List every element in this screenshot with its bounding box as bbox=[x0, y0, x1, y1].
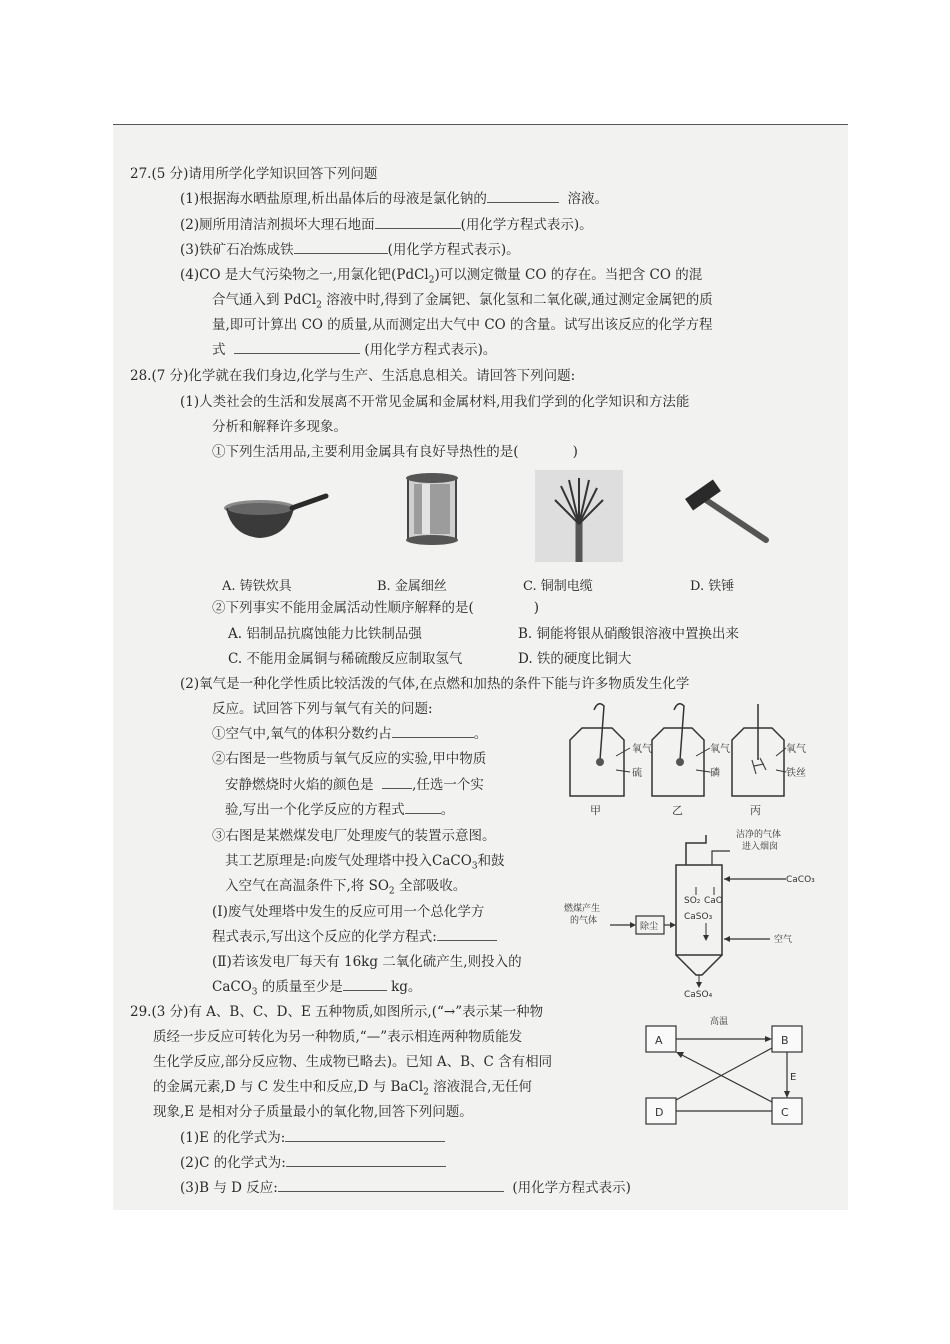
q28-blank-mass[interactable] bbox=[343, 978, 387, 991]
flask-yi bbox=[652, 704, 730, 817]
spool-shine bbox=[422, 484, 430, 534]
q28-t3-line2: 其工艺原理是:向废气处理塔中投入CaCO$_3$和鼓 bbox=[225, 853, 505, 872]
chimney-pipe bbox=[686, 835, 706, 865]
q28-sub2-option-b[interactable]: B. 铜能将银从硝酸银溶液中置换出来 bbox=[518, 626, 740, 642]
deflagrating-spoon bbox=[594, 704, 604, 760]
label-sulfur: 硫 bbox=[632, 768, 642, 779]
q28-i1-line1: (Ⅰ)废气处理塔中发生的反应可用一个总化学方 bbox=[212, 904, 485, 920]
q28-blank-equation[interactable] bbox=[405, 801, 441, 814]
sulfur-sample bbox=[596, 758, 604, 766]
label-oxygen: 氧气 bbox=[786, 744, 806, 755]
label-caso4: CaSO₄ bbox=[684, 990, 713, 1000]
label-coal-gas-2: 的气体 bbox=[570, 916, 598, 926]
label-clean-gas-1: 洁净的气体 bbox=[736, 830, 782, 840]
q29-line3: 生化学反应,部分反应物、生成物已略去)。已知 A、B、C 含有相同 bbox=[153, 1054, 553, 1070]
q28-i2-line2: CaCO$_3$ 的质量至少是 kg。 bbox=[212, 979, 422, 998]
q27-part1: (1)根据海水晒盐原理,析出晶体后的母液是氯化钠的 溶液。 bbox=[180, 191, 609, 207]
flask-bing bbox=[732, 704, 806, 817]
q28-part1-line2: 分析和解释许多现象。 bbox=[212, 419, 347, 435]
substance-relation-diagram bbox=[640, 1010, 816, 1134]
label-coal-gas-1: 燃煤产生 bbox=[564, 904, 601, 914]
q29-answer3: (3)B 与 D 反应: (用化学方程式表示) bbox=[180, 1180, 631, 1196]
q28-t2-line2: 安静燃烧时火焰的颜色是 ,任选一个实 bbox=[225, 777, 484, 793]
phosphorus-sample bbox=[676, 758, 684, 766]
wire-spool-image bbox=[400, 470, 464, 548]
label-clean-gas-2: 进入烟囱 bbox=[742, 842, 779, 852]
q27-blank3[interactable] bbox=[294, 241, 388, 254]
label-caso3: CaSO₃ bbox=[684, 912, 713, 922]
q28-sub2: ②下列事实不能用金属活动性顺序解释的是( ) bbox=[212, 600, 540, 616]
label-caco3: CaCO₃ bbox=[786, 875, 815, 885]
spool-wire bbox=[414, 484, 450, 534]
q28-sub2-option-c[interactable]: C. 不能用金属铜与稀硫酸反应制取氢气 bbox=[228, 651, 463, 667]
label-b: B bbox=[781, 1034, 789, 1047]
q29-blank-eq[interactable] bbox=[278, 1179, 504, 1192]
label-a: A bbox=[655, 1034, 663, 1047]
q27-blank1[interactable] bbox=[487, 190, 559, 203]
treatment-tower bbox=[676, 865, 722, 955]
wok-handle bbox=[292, 496, 326, 508]
flask-jia bbox=[570, 704, 652, 817]
copper-cable-image bbox=[535, 470, 623, 562]
label-e: E bbox=[790, 1072, 797, 1083]
label-cao: CaO bbox=[704, 896, 723, 906]
q28-part1-line1: (1)人类社会的生活和发展离不开常见金属和金属材料,用我们学到的化学知识和方法能 bbox=[180, 394, 690, 410]
q28-t1: ①空气中,氧气的体积分数约占 。 bbox=[212, 726, 488, 742]
label-yi: 乙 bbox=[672, 804, 683, 817]
sparks bbox=[752, 758, 766, 774]
label-dust-removal: 除尘 bbox=[640, 922, 659, 932]
q29-answer2: (2)C 的化学式为: bbox=[180, 1154, 446, 1172]
q28-sub1: ①下列生活用品,主要利用金属具有良好导热性的是( ) bbox=[212, 444, 578, 460]
q28-t3-line3: 入空气在高温条件下,将 $SO_2$ 全部吸收。 bbox=[225, 878, 467, 897]
option-d[interactable]: D. 铁锤 bbox=[690, 579, 735, 594]
spool-bottom bbox=[406, 535, 458, 545]
label-iron-wire: 铁丝 bbox=[786, 768, 806, 779]
flue-gas-treatment-diagram bbox=[560, 825, 822, 1000]
q29-heading: 29.(3 分)有 A、B、C、D、E 五种物质,如图所示,(“→”表示某一种物 bbox=[130, 1004, 544, 1020]
label-air: 空气 bbox=[774, 935, 793, 945]
q29-line2: 质经一步反应可转化为另一种物质,“—”表示相连两种物质能发 bbox=[153, 1029, 523, 1045]
option-b[interactable]: B. 金属细丝 bbox=[377, 579, 447, 594]
spool-top bbox=[406, 473, 458, 483]
q29-blank-e[interactable] bbox=[285, 1129, 445, 1142]
label-high-temp: 高温 bbox=[710, 1017, 729, 1027]
wok-inner bbox=[228, 503, 292, 515]
label-bing: 丙 bbox=[750, 804, 761, 817]
tower-bottom bbox=[676, 955, 722, 975]
q28-t3-line1: ③右图是某燃煤发电厂处理废气的装置示意图。 bbox=[212, 828, 496, 844]
q29-answer1: (1)E 的化学式为: bbox=[180, 1129, 445, 1147]
q28-heading: 28.(7 分)化学就在我们身边,化学与生产、生活息息相关。请回答下列问题: bbox=[130, 368, 576, 384]
wok-image bbox=[218, 478, 330, 548]
label-oxygen: 氧气 bbox=[710, 744, 730, 755]
oxygen-flask-figure bbox=[560, 700, 820, 822]
hammer-handle bbox=[706, 500, 766, 540]
q27-heading: 27.(5 分)请用所学化学知识回答下列问题 bbox=[130, 166, 378, 182]
label-so2: SO₂ bbox=[684, 896, 701, 906]
q28-t2-line3: 验,写出一个化学反应的方程式 。 bbox=[225, 802, 455, 818]
q28-blank-total-eq[interactable] bbox=[437, 928, 497, 941]
option-c[interactable]: C. 铜制电缆 bbox=[523, 579, 593, 594]
q27-part4-line4: 式 (用化学方程式表示)。 bbox=[212, 342, 497, 358]
q28-sub2-option-d[interactable]: D. 铁的硬度比铜大 bbox=[518, 651, 632, 667]
line-d-b bbox=[676, 1048, 772, 1100]
option-a[interactable]: A. 铸铁炊具 bbox=[222, 579, 292, 594]
q27-part4-line3: 量,即可计算出 CO 的质量,从而测定出大气中 CO 的含量。试写出该反应的化学方程 bbox=[212, 317, 713, 333]
q28-blank-o2[interactable] bbox=[392, 725, 474, 738]
q28-sub2-option-a[interactable]: A. 铝制品抗腐蚀能力比铁制品强 bbox=[228, 626, 422, 642]
q27-part4-line2: 合气通入到 PdCl$_2$ 溶液中时,得到了金属钯、氯化氢和二氧化碳,通过测定金属钯的质 bbox=[212, 292, 713, 311]
q27-part2: (2)厕所用清洁剂损坏大理石地面 (用化学方程式表示)。 bbox=[180, 217, 593, 233]
label-jia: 甲 bbox=[590, 804, 601, 817]
q28-part2-line2: 反应。试回答下列与氧气有关的问题: bbox=[212, 701, 433, 717]
q27-part3: (3)铁矿石冶炼成铁 (用化学方程式表示)。 bbox=[180, 242, 520, 258]
q29-line4: 的金属元素,D 与 C 发生中和反应,D 与 BaCl$_2$ 溶液混合,无任何 bbox=[153, 1079, 532, 1098]
label-d: D bbox=[655, 1106, 664, 1119]
q28-i2-line1: (Ⅱ)若该发电厂每天有 16kg 二氧化硫产生,则投入的 bbox=[212, 954, 522, 970]
label-c: C bbox=[781, 1106, 789, 1119]
q28-t2-line1: ②右图是一些物质与氧气反应的实验,甲中物质 bbox=[212, 751, 487, 767]
q27-part4-line1: (4)CO 是大气污染物之一,用氯化钯(PdCl$_2$)可以测定微量 CO 的存在。当把含 CO 的混 bbox=[180, 267, 703, 286]
q27-blank2[interactable] bbox=[375, 216, 461, 229]
hammer-image bbox=[680, 478, 774, 548]
q29-blank-c[interactable] bbox=[286, 1154, 446, 1167]
label-phosphorus: 磷 bbox=[710, 768, 720, 779]
q29-line5: 现象,E 是相对分子质量最小的氧化物,回答下列问题。 bbox=[153, 1104, 473, 1120]
arrow-c-to-a bbox=[680, 1054, 772, 1102]
q28-blank-flame[interactable] bbox=[382, 776, 412, 789]
deflagrating-spoon bbox=[674, 704, 684, 760]
q28-i1-line2: 程式表示,写出这个反应的化学方程式: bbox=[212, 928, 497, 946]
label-oxygen: 氧气 bbox=[632, 744, 652, 755]
q28-part2-line1: (2)氧气是一种化学性质比较活泼的气体,在点燃和加热的条件下能与许多物质发生化学 bbox=[180, 676, 690, 692]
q27-blank4[interactable] bbox=[234, 341, 360, 354]
